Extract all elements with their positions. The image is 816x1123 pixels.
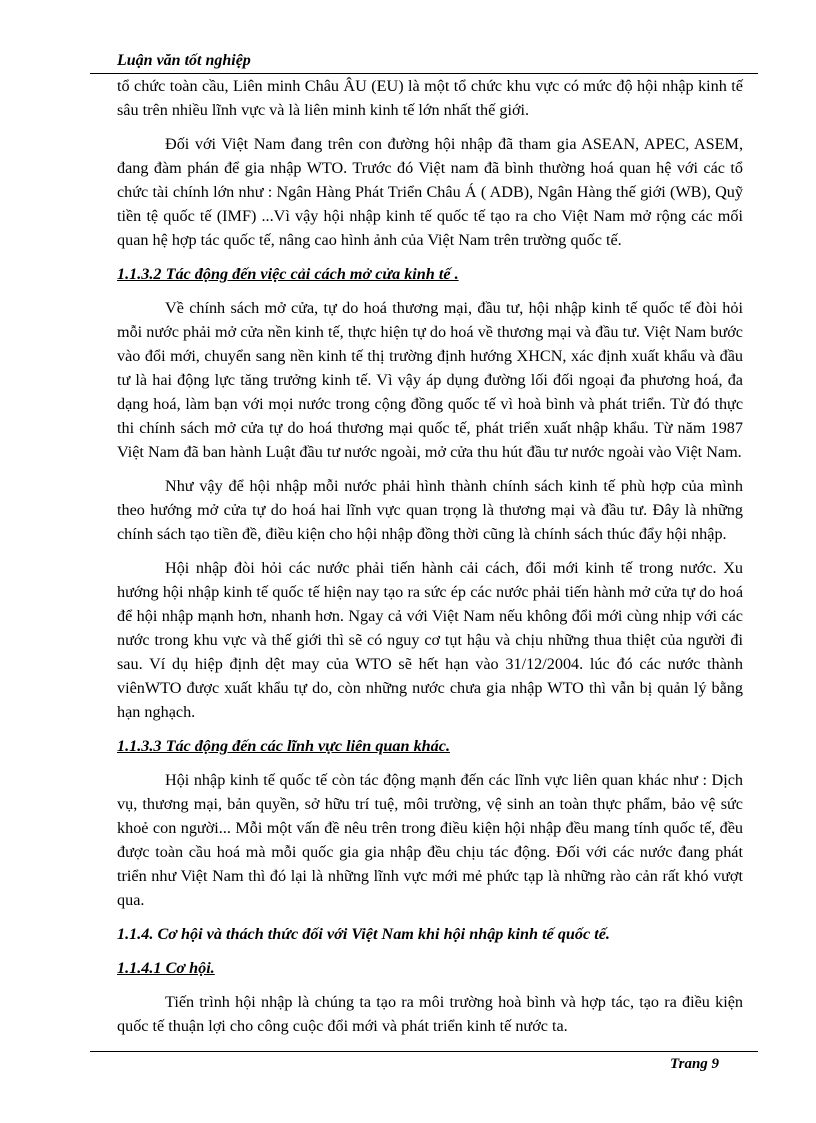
document-body (117, 74, 743, 1048)
paragraph-reform-pressure: Hội nhập đòi hỏi các nước phải tiến hành cải cách, đổi mới kinh tế trong nước. Xu hướng hội nhập kinh tế quốc tế hiện nay tạo ra sức ép các nước phải tiến hành mở cửa tự do hoá để hội nhập mạnh hơn, nhanh hơn. Ngay cả với Việt Nam nếu không đổi mới cùng nhịp với các nước trong khu vực và thế giới thì sẽ có nguy cơ tụt hậu và chịu những thua thiệt của người đi sau. Ví dụ hiệp định dệt may của WTO sẽ hết hạn vào 31/12/2004. lúc đó các nước thành viênWTO được xuất khẩu tự do, còn những nước chưa gia nhập WTO thì vẫn bị quản lý bằng hạn nghạch. (117, 559, 743, 721)
section-heading-1-1-3-3: 1.1.3.3 Tác động đến các lĩnh vực liên quan khác. (117, 737, 450, 755)
footer-rule (90, 1051, 758, 1052)
paragraph-continuation: tổ chức toàn cầu, Liên minh Châu ÂU (EU) là một tổ chức khu vực có mức độ hội nhập kinh tế sâu trên nhiều lĩnh vực và là liên minh kinh tế lớn nhất thế giới. (117, 77, 743, 119)
section-heading-1-1-4: 1.1.4. Cơ hội và thách thức đối với Việt Nam khi hội nhập kinh tế quốc tế. (117, 925, 610, 943)
section-heading-1-1-3-2: 1.1.3.2 Tác động đến việc cải cách mở cửa kinh tế . (117, 265, 459, 283)
paragraph-open-door-policy: Về chính sách mở cửa, tự do hoá thương mại, đầu tư, hội nhập kinh tế quốc tế đòi hỏi mỗi nước phải mở cửa nền kinh tế, thực hiện tự do hoá về thương mại và đầu tư. Việt Nam bước vào đổi mới, chuyển sang nền kinh tế thị trường định hướng XHCN, xác định xuất khẩu và đầu tư là hai động lực tăng trưởng kinh tế. Vì vậy áp dụng đường lối đối ngoại đa phương hoá, đa dạng hoá, làm bạn với mọi nước trong cộng đồng quốc tế vì hoà bình và phát triển. Từ đó thực thi chính sách mở cửa tự do hoá thương mại quốc tế, phát triển xuất nhập khẩu. Từ năm 1987 Việt Nam đã ban hành Luật đầu tư nước ngoài, mở cửa thu hút đầu tư nước ngoài vào Việt Nam. (117, 299, 743, 461)
section-heading-1-1-4-1: 1.1.4.1 Cơ hội. (117, 959, 215, 977)
page-number: Trang 9 (670, 1056, 720, 1072)
page-header-title: Luận văn tốt nghiệp (117, 52, 251, 69)
paragraph-policy-formation: Như vậy để hội nhập mỗi nước phải hình thành chính sách kinh tế phù hợp của mình theo hướng mở cửa tự do hoá hai lĩnh vực quan trọng là thương mại và đầu tư. Đây là những chính sách tạo tiền đề, điều kiện cho hội nhập đồng thời cũng là chính sách thúc đẩy hội nhập. (117, 477, 743, 543)
paragraph-related-fields: Hội nhập kinh tế quốc tế còn tác động mạnh đến các lĩnh vực liên quan khác như : Dịch vụ, thương mại, bản quyền, sở hữu trí tuệ, môi trường, vệ sinh an toàn thực phẩm, bảo vệ sức khoẻ con người... Mỗi một vấn đề nêu trên trong điều kiện hội nhập đều mang tính quốc tế, đều được toàn cầu hoá mà mỗi quốc gia gia nhập đều chịu tác động. Đối với các nước đang phát triển như Việt Nam thì đó lại là những lĩnh vực mới mẻ phức tạp là những rào cản rất khó vượt qua. (117, 771, 743, 909)
paragraph-opportunities: Tiến trình hội nhập là chúng ta tạo ra môi trường hoà bình và hợp tác, tạo ra điều kiện quốc tế thuận lợi cho công cuộc đổi mới và phát triển kinh tế nước ta. (117, 993, 743, 1035)
paragraph-vietnam-integration: Đối với Việt Nam đang trên con đường hội nhập đã tham gia ASEAN, APEC, ASEM, đang đàm phán để gia nhập WTO. Trước đó Việt nam đã bình thường hoá quan hệ với các tổ chức tài chính lớn như : Ngân Hàng Phát Triển Châu Á ( ADB), Ngân Hàng thế giới (WB), Quỹ tiền tệ quốc tế (IMF) ...Vì vậy hội nhập kinh tế quốc tế tạo ra cho Việt Nam mở rộng các mối quan hệ hợp tác quốc tế, nâng cao hình ảnh của Việt Nam trên trường quốc tế. (117, 135, 743, 249)
